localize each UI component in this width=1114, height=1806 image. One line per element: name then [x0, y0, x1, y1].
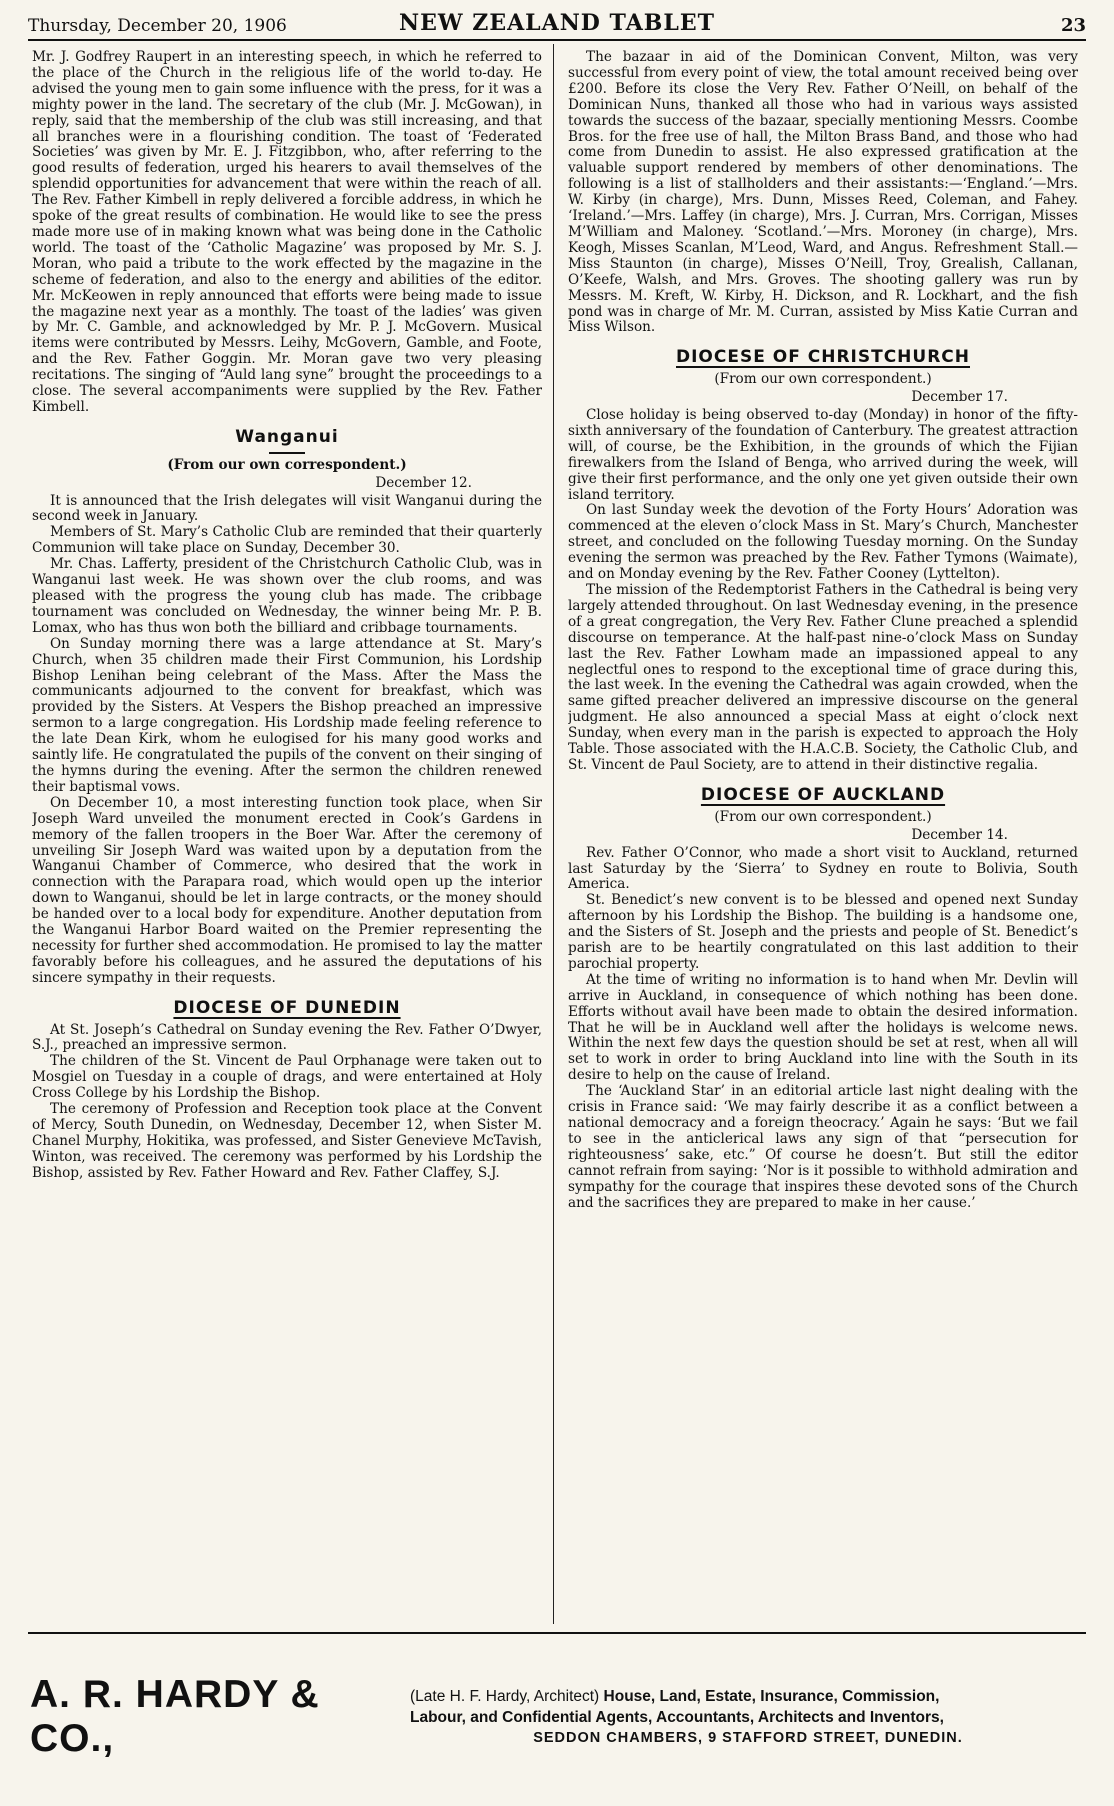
- article-paragraph: The mission of the Redemptorist Fathers in the Cathedral is being very largely attended throughout. On last Wednesday evening, in the presence of a great congregation, the Very Rev. Father Clune preached a splendid discourse on temperance. At the half-past nine-o’clock Mass on Sunday last the Rev. Father Lowham made an impassioned appeal to any neglectful ones to respond to the exceptional time of grace during this, the last week. In the evening the Cathedral was again crowded, when the same gifted preacher delivered an impressive discourse on the general judgment. He also announced a special Mass at eight o’clock next Sunday, when every man in the parish is expected to approach the Holy Table. Those associated with the H.A.C.B. Society, the Catholic Club, and St. Vincent de Paul Society, are to attend in their distinctive regalia.: [568, 582, 1078, 773]
- correspondent-line: (From our own correspondent.): [167, 456, 407, 473]
- section-heading-wanganui: Wanganui: [235, 426, 339, 447]
- correspondent-line: (From our own correspondent.): [714, 808, 932, 825]
- correspondent-line: (From our own correspondent.): [714, 371, 932, 388]
- column-rule: [553, 44, 554, 1624]
- page-number: 23: [1060, 15, 1086, 36]
- article-paragraph: Close holiday is being observed to-day (Monday) in honor of the fifty-sixth anniversary of the foundation of Canterbury. The greatest attraction will, of course, be the Exhibition, in the grounds of which the Fijian firewalkers from the Island of Benga, who arrived during the week, will give their first performance, and the only one yet given outside their own island territory.: [568, 407, 1078, 503]
- heading-ornament: [269, 452, 305, 454]
- article-paragraph: At St. Joseph’s Cathedral on Sunday evening the Rev. Father O’Dwyer, S.J., preached an impressive sermon.: [32, 1021, 542, 1054]
- article-paragraph: The ceremony of Profession and Reception took place at the Convent of Mercy, South Dunedin, on Wednesday, December 12, when Sister M. Chanel Murphy, Hokitika, was professed, and Sister Genevieve McTavish, Winton, was received. The ceremony was performed by his Lordship the Bishop, assisted by Rev. Father Howard and Rev. Father Claffey, S.J.: [32, 1101, 542, 1181]
- advertisement-details: [410, 1686, 1086, 1749]
- article-paragraph: Mr. Chas. Lafferty, president of the Christchurch Catholic Club, was in Wanganui last week. He was shown over the club rooms, and was pleased with the progress the young club has made. The cribbage tournament was concluded on Wednesday, the winner being Mr. P. B. Lomax, who has thus won both the billiard and cribbage tournaments.: [32, 556, 542, 636]
- article-paragraph: Members of St. Mary’s Catholic Club are reminded that their quarterly Communion will take place on Sunday, December 30.: [32, 524, 542, 557]
- article-paragraph: The children of the St. Vincent de Paul Orphanage were taken out to Mosgiel on Tuesday in a couple of drags, and were entertained at Holy Cross College by his Lordship the Bishop.: [32, 1053, 542, 1102]
- article-paragraph: On December 10, a most interesting function took place, when Sir Joseph Ward unveiled the monument erected in Cook’s Gardens in memory of the fallen troopers in the Boer War. After the ceremony of unveiling Sir Joseph Ward was waited upon by a deputation from the Wanganui Chamber of Commerce, who desired that the work in connection with the Parapara road, which would open up the interior down to Wanganui, should be let in large contracts, or the money should be handed over to a local body for expenditure. Another deputation from the Wanganui Harbor Board waited on the Premier representing the necessity for further shed accommodation. He promised to lay the matter favorably before his colleagues, and he assured the deputations of his sincere sympathy in their requests.: [32, 794, 542, 986]
- article-paragraph: Mr. J. Godfrey Raupert in an interesting speech, in which he referred to the place of the Church in the religious life of the world to-day. He advised the young men to gain some influence with the press, for it was a mighty power in the land. The secretary of the club (Mr. J. McGowan), in reply, said that the membership of the club was still increasing, and that all branches were in a flourishing condition. The toast of ‘Federated Societies’ was given by Mr. E. J. Fitzgibbon, who, after referring to the good results of federation, urged his hearers to avail themselves of the splendid opportunities for advancement that were within the reach of all. The Rev. Father Kimbell in reply delivered a forcible address, in which he spoke of the great results of combination. He would like to see the press made more use of in making known what was being done in the Catholic world. The toast of the ‘Catholic Magazine’ was proposed by Mr. S. J. Moran, who paid a tribute to the work effected by the magazine in the scheme of federation, and also to the energy and abilities of the editor. Mr. McKeowen in reply announced that efforts were being made to issue the magazine next year as a monthly. The toast of the ladies’ was given by Mr. C. Gamble, and acknowledged by Mr. P. J. McGovern. Musical items were contributed by Messrs. Leihy, McGovern, Gamble, and Foote, and the Rev. Father Goggin. Mr. Moran gave two very pleasing recitations. The singing of “Auld lang syne” brought the proceedings to a close. The several accompaniments were supplied by the Rev. Father Kimbell.: [32, 50, 542, 415]
- dateline: December 17.: [911, 389, 1008, 406]
- ad-line-2-text: Labour, and Confidential Agents, Accountants, Architects and Inventors,: [410, 1708, 944, 1726]
- issue-date: Thursday, December 20, 1906: [28, 16, 287, 36]
- advertiser-name: A. R. HARDY & CO.,: [30, 1673, 320, 1760]
- article-paragraph: At the time of writing no information is to hand when Mr. Devlin will arrive in Auckland, in consequence of which nothing has been done. Efforts without avail have been made to obtain the desired information. That he will be in Auckland well after the holidays is welcome news. Within the next few days the question should be set at rest, when all will set to work in order to bring Auckland into line with the South in its desire to help on the cause of Ireland.: [568, 971, 1078, 1084]
- article-paragraph: The bazaar in aid of the Dominican Convent, Milton, was very successful from every point of view, the total amount received being over £200. Before its close the Very Rev. Father O’Neill, on behalf of the Dominican Nuns, thanked all those who had in various ways assisted towards the success of the bazaar, specially mentioning Messrs. Coombe Bros. for the free use of hall, the Milton Brass Band, and those who had come from Dunedin to assist. He also expressed gratification at the valuable support rendered by members of other denominations. The following is a list of stallholders and their assistants:—‘England.’—Mrs. W. Kirby (in charge), Mrs. Dunn, Misses Reed, Coleman, and Fahey. ‘Ireland.’—Mrs. Laffey (in charge), Mrs. J. Curran, Mrs. Corrigan, Misses M’William and Maloney. ‘Scotland.’—Mrs. Moroney (in charge), Mrs. Keogh, Misses Scanlan, M’Leod, Ward, and Angus. Refreshment Stall.—Miss Staunton (in charge), Misses O’Neill, Troy, Grealish, Callanan, O’Keefe, Walsh, and Mrs. Groves. The shooting gallery was run by Messrs. M. Kreft, W. Kirby, H. Dickson, and R. Lockhart, and the fish pond was in charge of Mr. M. Curran, assisted by Miss Katie Curran and Miss Wilson.: [568, 50, 1078, 336]
- advertisement-banner: [28, 1632, 1086, 1800]
- section-heading-christchurch: DIOCESE OF CHRISTCHURCH: [676, 347, 970, 368]
- article-paragraph: St. Benedict’s new convent is to be blessed and opened next Sunday afternoon by his Lordship the Bishop. The building is a handsome one, and the Sisters of St. Joseph and the priests and people of St. Benedict’s parish are to be heartily congratulated on this last addition to their parochial property.: [568, 892, 1078, 972]
- section-heading-auckland: DIOCESE OF AUCKLAND: [700, 784, 946, 805]
- ad-line-1-prefix: (Late H. F. Hardy, Architect): [410, 1687, 600, 1705]
- article-paragraph: Rev. Father O’Connor, who made a short visit to Auckland, returned last Saturday by the ‘Sierra’ to Sydney en route to Bolivia, South America.: [568, 844, 1078, 893]
- left-column: [32, 50, 542, 1620]
- ad-line-1: [410, 1686, 1086, 1707]
- masthead: [28, 6, 1086, 41]
- dateline: December 12.: [375, 474, 472, 491]
- article-paragraph: On last Sunday week the devotion of the Forty Hours’ Adoration was commenced at the eleven o’clock Mass in St. Mary’s Church, Manchester street, and concluded on the following Tuesday morning. On the Sunday evening the sermon was preached by the Rev. Father Tymons (Waimate), and on Monday evening by the Rev. Father Cooney (Lyttelton).: [568, 502, 1078, 583]
- publication-title: NEW ZEALAND TABLET: [399, 10, 715, 36]
- ad-line-2: [410, 1707, 1086, 1728]
- dateline: December 14.: [911, 826, 1008, 843]
- article-paragraph: On Sunday morning there was a large attendance at St. Mary’s Church, when 35 children made their First Communion, his Lordship Bishop Lenihan being celebrant of the Mass. After the Mass the communicants adjourned to the convent for breakfast, which was provided by the Sisters. At Vespers the Bishop preached an impressive sermon to a large congregation. His Lordship made feeling reference to the late Dean Kirk, whom he eulogised for his many good works and saintly life. He congratulated the pupils of the convent on their singing of the hymns during the evening. After the sermon the children renewed their baptismal vows.: [32, 635, 542, 795]
- ad-address: SEDDON CHAMBERS, 9 STAFFORD STREET, DUNEDIN.: [533, 1729, 963, 1746]
- article-paragraph: The ‘Auckland Star’ in an editorial article last night dealing with the crisis in France said: ‘We may fairly describe it as a conflict between a national democracy and a foreign theocracy.’ Again he says: ‘But we fail to see in the anticlerical laws any sign of that “persecution for righteousness’ sake, etc.” Of course he doesn’t. But still the editor cannot refrain from saying: ‘Nor is it possible to withhold admiration and sympathy for the courage that inspires these devoted sons of the Church and the sacrifices they are prepared to make in her cause.’: [568, 1083, 1078, 1211]
- ad-line-1-services: House, Land, Estate, Insurance, Commission,: [603, 1687, 940, 1705]
- article-paragraph: It is announced that the Irish delegates will visit Wanganui during the second week in January.: [32, 492, 542, 525]
- right-column: [568, 50, 1078, 1620]
- section-heading-dunedin: DIOCESE OF DUNEDIN: [173, 997, 401, 1018]
